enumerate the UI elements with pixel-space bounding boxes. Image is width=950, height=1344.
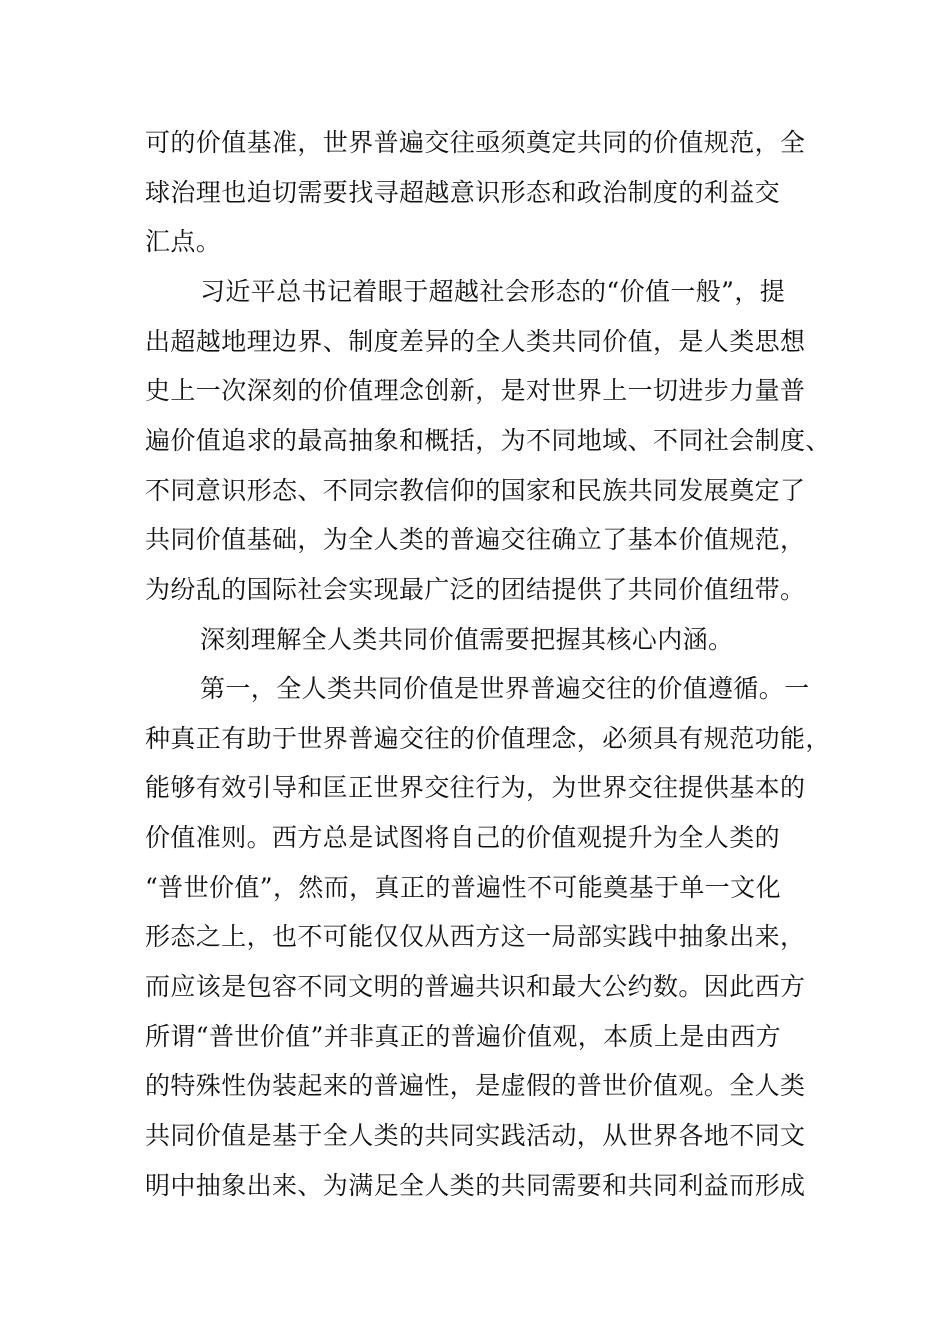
text-line: “普世价值”，然而，真正的普遍性不可能奠基于单一文化 bbox=[145, 872, 781, 902]
text-line: 为纷乱的国际社会实现最广泛的团结提供了共同价值纽带。 bbox=[145, 574, 806, 604]
text-line: 可的价值基准，世界普遍交往亟须奠定共同的价值规范，全 bbox=[145, 128, 806, 157]
text-line: 习近平总书记着眼于超越社会形态的“价值一般”，提 bbox=[200, 276, 786, 306]
text-line: 能够有效引导和匡正世界交往行为，为世界交往提供基本的 bbox=[145, 773, 806, 803]
text-line: 所谓“普世价值”并非真正的普遍价值观，本质上是由西方 bbox=[145, 1021, 781, 1051]
text-line: 出超越地理边界、制度差异的全人类共同价值，是人类思想 bbox=[145, 326, 806, 356]
text-line: 种真正有助于世界普遍交往的价值理念，必须具有规范功能， bbox=[145, 723, 831, 753]
text-line: 形态之上，也不可能仅仅从西方这一局部实践中抽象出来， bbox=[145, 922, 806, 952]
text-line: 而应该是包容不同文明的普遍共识和最大公约数。因此西方 bbox=[145, 972, 806, 1002]
text-line: 史上一次深刻的价值理念创新，是对世界上一切进步力量普 bbox=[145, 376, 806, 406]
text-line: 深刻理解全人类共同价值需要把握其核心内涵。 bbox=[200, 624, 734, 654]
text-line: 球治理也迫切需要找寻超越意识形态和政治制度的利益交 bbox=[145, 177, 781, 207]
text-line: 汇点。 bbox=[145, 227, 222, 257]
text-line: 价值准则。西方总是试图将自己的价值观提升为全人类的 bbox=[145, 823, 781, 853]
text-line: 共同价值基础，为全人类的普遍交往确立了基本价值规范， bbox=[145, 525, 806, 555]
text-line: 的特殊性伪装起来的普遍性，是虚假的普世价值观。全人类 bbox=[145, 1071, 806, 1101]
text-line: 第一，全人类共同价值是世界普遍交往的价值遵循。一 bbox=[200, 674, 810, 704]
text-line: 不同意识形态、不同宗教信仰的国家和民族共同发展奠定了 bbox=[145, 475, 806, 505]
text-line: 遍价值追求的最高抽象和概括，为不同地域、不同社会制度、 bbox=[145, 425, 831, 455]
text-line: 明中抽象出来、为满足全人类的共同需要和共同利益而形成 bbox=[145, 1170, 806, 1200]
text-line: 共同价值是基于全人类的共同实践活动，从世界各地不同文 bbox=[145, 1121, 806, 1150]
